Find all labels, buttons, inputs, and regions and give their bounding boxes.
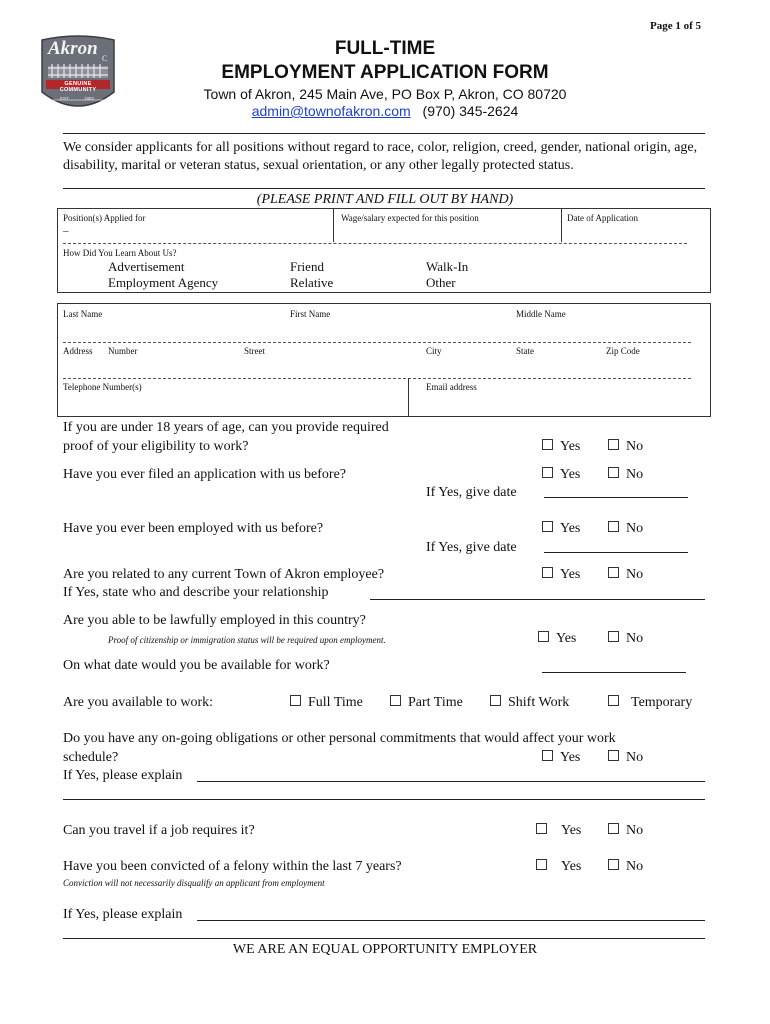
checkbox-icon (490, 695, 501, 706)
zip-label: Zip Code (606, 346, 640, 356)
equal-opportunity-footer: WE ARE AN EQUAL OPPORTUNITY EMPLOYER (232, 942, 538, 957)
email-address-label: Email address (426, 382, 477, 392)
checkbox-icon (608, 823, 619, 834)
position-input[interactable] (66, 226, 331, 240)
wage-input[interactable] (338, 226, 558, 240)
position-dash: – (63, 225, 69, 237)
question-obligations-line2: schedule? (63, 750, 119, 765)
address-input[interactable] (63, 358, 693, 376)
checkbox-icon (542, 750, 553, 761)
checkbox-icon (608, 631, 619, 642)
employed-yes-checkbox[interactable]: Yes (542, 521, 580, 537)
divider (63, 938, 705, 939)
telephone-input[interactable] (63, 394, 403, 414)
divider (63, 188, 705, 189)
date-application-input[interactable] (565, 226, 705, 240)
street-label: Street (244, 346, 265, 356)
page-number: Page 1 of 5 (650, 20, 702, 32)
form-title-line1: FULL-TIME (334, 38, 436, 59)
felony-yes-checkbox[interactable]: Yes (536, 859, 581, 875)
first-name-input[interactable] (290, 322, 510, 340)
felony-explain-label: If Yes, please explain (63, 907, 183, 922)
question-lawful: Are you able to be lawfully employed in this country? (63, 613, 366, 628)
travel-no-checkbox[interactable]: No (608, 823, 643, 839)
question-employed-before: Have you ever been employed with us before? (63, 521, 324, 536)
last-name-input[interactable] (63, 322, 283, 340)
nondiscrimination-policy: We consider applicants for all positions without regard to race, color, religion, creed, gender, national origin, age, disability, marital or veteran status, sexual orientation, or any other legally protected status. (63, 140, 698, 173)
learn-option-employment-agency[interactable]: Employment Agency (108, 275, 219, 290)
learn-option-friend[interactable]: Friend (290, 259, 324, 274)
logo-letter: C (102, 54, 108, 63)
felony-note: Conviction will not necessarily disqualify an applicant from employment (63, 878, 325, 888)
lawful-note: Proof of citizenship or immigration status will be required upon employment. (108, 635, 386, 645)
address-label: Address (63, 346, 93, 356)
email-address-input[interactable] (420, 394, 705, 414)
divider (561, 208, 562, 242)
logo-tagline: GENUINE COMMUNITY (59, 81, 97, 93)
checkbox-icon (608, 439, 619, 450)
under18-no-checkbox[interactable]: No (608, 439, 643, 455)
divider (63, 342, 691, 343)
question-under18-line1: If you are under 18 years of age, can you provide required (63, 420, 389, 435)
learn-option-relative[interactable]: Relative (290, 275, 334, 290)
question-felony: Have you been convicted of a felony within the last 7 years? (63, 859, 402, 874)
question-available-date: On what date would you be available for work? (63, 658, 330, 673)
checkbox-icon (290, 695, 301, 706)
last-name-label: Last Name (63, 309, 103, 319)
related-yes-checkbox[interactable]: Yes (542, 567, 580, 583)
related-no-checkbox[interactable]: No (608, 567, 643, 583)
checkbox-icon (390, 695, 401, 706)
checkbox-icon (608, 695, 619, 706)
question-travel: Can you travel if a job requires it? (63, 823, 255, 838)
logo-est: EST (60, 96, 69, 101)
checkbox-icon (608, 567, 619, 578)
filed-yes-checkbox[interactable]: Yes (542, 467, 580, 483)
checkbox-icon (608, 467, 619, 478)
filed-no-checkbox[interactable]: No (608, 467, 643, 483)
logo-town-name: Akron (48, 38, 98, 59)
temporary-checkbox[interactable]: Temporary (608, 695, 692, 711)
available-date-input[interactable] (542, 672, 686, 673)
related-describe-label: If Yes, state who and describe your relationship (63, 585, 329, 600)
obligations-explain-input-line2[interactable] (63, 799, 705, 800)
learn-label: How Did You Learn About Us? (63, 248, 177, 258)
lawful-no-checkbox[interactable]: No (608, 631, 643, 647)
checkbox-icon (542, 521, 553, 532)
first-name-label: First Name (290, 309, 331, 319)
under18-yes-checkbox[interactable]: Yes (542, 439, 580, 455)
filed-date-input[interactable] (544, 497, 688, 498)
position-label: Position(s) Applied for (63, 213, 146, 223)
middle-name-input[interactable] (516, 322, 696, 340)
related-describe-input[interactable] (370, 599, 705, 600)
shift-work-checkbox[interactable]: Shift Work (490, 695, 569, 711)
checkbox-icon (542, 467, 553, 478)
question-filed-before: Have you ever filed an application with us before? (63, 467, 347, 482)
felony-explain-input[interactable] (197, 920, 705, 921)
city-label: City (426, 346, 442, 356)
town-address: Town of Akron, 245 Main Ave, PO Box P, Akron, CO 80720 (203, 86, 567, 102)
print-instruction: (PLEASE PRINT AND FILL OUT BY HAND) (256, 192, 514, 207)
divider (63, 378, 691, 379)
logo-year: 1882 (84, 96, 95, 101)
obligations-no-checkbox[interactable]: No (608, 750, 643, 766)
divider (333, 208, 334, 242)
obligations-explain-input[interactable] (197, 781, 705, 782)
divider (63, 133, 705, 134)
employed-no-checkbox[interactable]: No (608, 521, 643, 537)
question-obligations-line1: Do you have any on-going obligations or other personal commitments that would affect your work (63, 731, 616, 746)
lawful-yes-checkbox[interactable]: Yes (538, 631, 576, 647)
checkbox-icon (542, 439, 553, 450)
full-time-checkbox[interactable]: Full Time (290, 695, 363, 711)
middle-name-label: Middle Name (516, 309, 566, 319)
email-link[interactable]: admin@townofakron.com (251, 103, 411, 119)
checkbox-icon (608, 859, 619, 870)
divider (63, 243, 687, 244)
phone-number: (970) 345-2624 (422, 103, 519, 119)
learn-option-advertisement[interactable]: Advertisement (108, 259, 185, 274)
learn-option-walk-in[interactable]: Walk-In (426, 259, 469, 274)
checkbox-icon (608, 521, 619, 532)
felony-no-checkbox[interactable]: No (608, 859, 643, 875)
employed-date-label: If Yes, give date (426, 540, 517, 555)
state-label: State (516, 346, 534, 356)
obligations-yes-checkbox[interactable]: Yes (542, 750, 580, 766)
number-label: Number (108, 346, 138, 356)
filed-date-label: If Yes, give date (426, 485, 517, 500)
travel-yes-checkbox[interactable]: Yes (536, 823, 581, 839)
wage-label: Wage/salary expected for this position (341, 213, 479, 223)
checkbox-icon (542, 567, 553, 578)
checkbox-icon (536, 823, 547, 834)
obligations-explain-label: If Yes, please explain (63, 768, 183, 783)
part-time-checkbox[interactable]: Part Time (390, 695, 463, 711)
question-related: Are you related to any current Town of Akron employee? (63, 567, 385, 582)
employed-date-input[interactable] (544, 552, 688, 553)
contact-line (0, 103, 770, 119)
checkbox-icon (536, 859, 547, 870)
learn-option-other[interactable]: Other (426, 275, 456, 290)
divider (408, 378, 409, 417)
question-under18-line2: proof of your eligibility to work? (63, 439, 249, 454)
telephone-label: Telephone Number(s) (63, 382, 142, 392)
checkbox-icon (608, 750, 619, 761)
form-title-line2: EMPLOYMENT APPLICATION FORM (221, 62, 549, 83)
question-available-to-work: Are you available to work: (63, 695, 214, 710)
checkbox-icon (538, 631, 549, 642)
date-application-label: Date of Application (567, 213, 638, 223)
